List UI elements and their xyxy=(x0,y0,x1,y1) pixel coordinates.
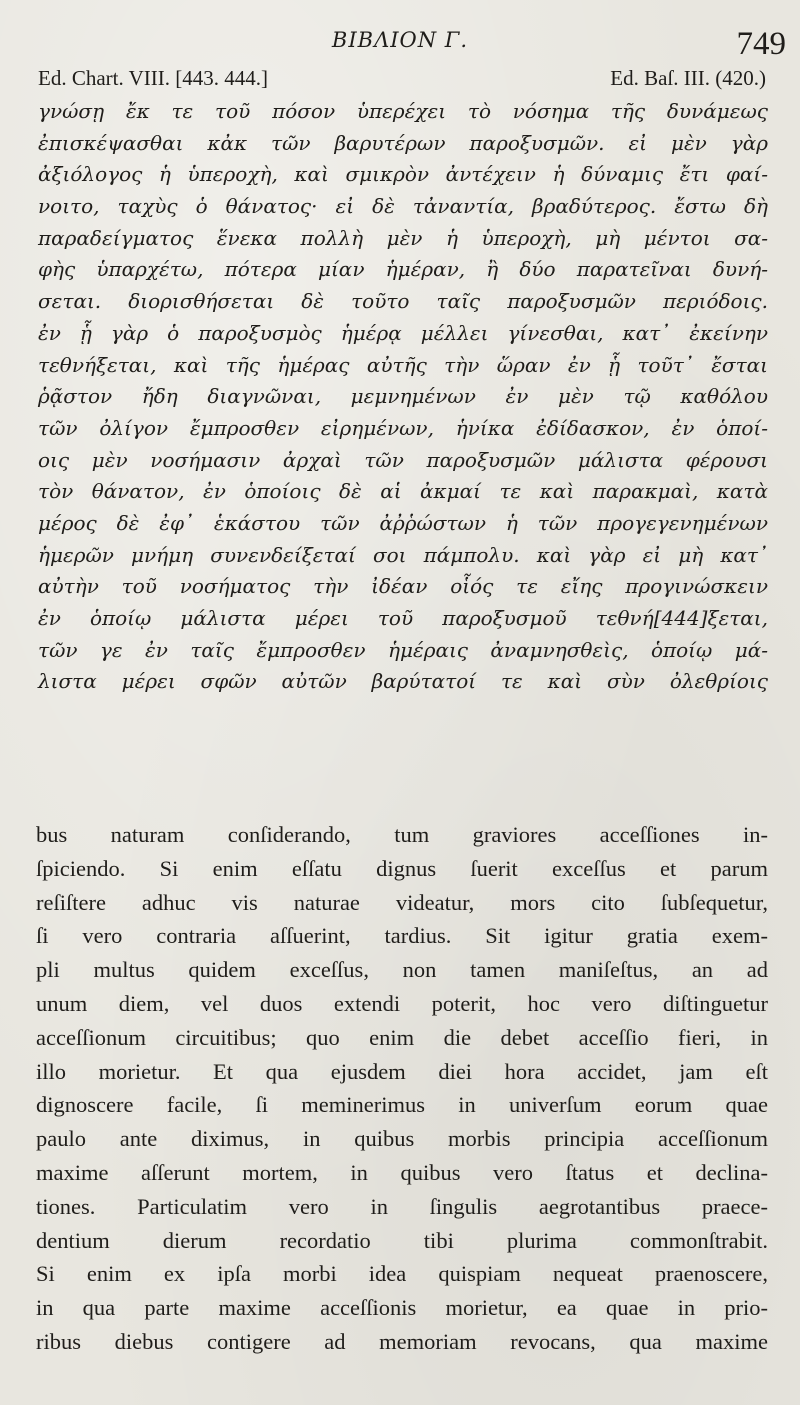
greek-line: παραδείγματος ἕνεκα πολλὴ μὲν ἡ ὑπεροχὴ, μὴ μέντοι σα- xyxy=(38,225,768,250)
latin-line: illo morietur. Et qua ejusdem diei hora accidet, jam eſt xyxy=(36,1058,768,1084)
edition-reference-basel: Ed. Baſ. III. (420.) xyxy=(610,66,766,90)
latin-line: maxime aſſerunt mortem, in quibus vero ſtatus et declina- xyxy=(36,1159,768,1185)
greek-line: νοιτο, ταχὺς ὁ θάνατος· εἰ δὲ τἀναντία, βραδύτερος. ἔστω δὴ xyxy=(38,194,768,219)
greek-line: ἀξιόλογος ἡ ὑπεροχὴ, καὶ σμικρὸν ἀντέχειν ἡ δύναμις ἔτι φαί- xyxy=(38,162,768,187)
latin-line: acceſſionum circuitibus; quo enim die debet acceſſio fieri, in xyxy=(36,1024,768,1050)
greek-line: ἐπισκέψασθαι κἀκ τῶν βαρυτέρων παροξυσμῶν. εἰ μὲν γὰρ xyxy=(38,130,768,155)
latin-line: tiones. Particulatim vero in ſingulis aegrotantibus praece- xyxy=(36,1193,768,1219)
greek-line: τῶν ὀλίγον ἔμπροσθεν εἰρημένων, ἡνίκα ἐδίδασκον, ἐν ὁποί- xyxy=(38,415,768,440)
greek-line: ἡμερῶν μνήμη συνενδείξεταί σοι πάμπολυ. καὶ γὰρ εἰ μὴ κατ᾽ xyxy=(38,542,768,567)
greek-line: λιστα μέρει σφῶν αὐτῶν βαρύτατοί τε καὶ σὺν ὀλεθρίοις xyxy=(38,669,768,694)
latin-line: ſi vero contraria aſſuerint, tardius. Sit igitur gratia exem- xyxy=(36,923,768,949)
latin-line: in qua parte maxime acceſſionis morietur, ea quae in prio- xyxy=(36,1295,768,1321)
greek-line: οις μὲν νοσήμασιν ἀρχαὶ τῶν παροξυσμῶν μάλιστα φέρουσι xyxy=(38,447,768,472)
greek-line: φὴς ὑπαρχέτω, πότερα μίαν ἡμέραν, ἢ δύο παρατεῖναι δυνή- xyxy=(38,257,768,282)
greek-line: ἐν ὁποίῳ μάλιστα μέρει τοῦ παροξυσμοῦ τεθνή[444]ξεται, xyxy=(38,606,768,630)
latin-line: Si enim ex ipſa morbi idea quispiam nequeat praenoscere, xyxy=(36,1261,768,1287)
latin-text-block xyxy=(36,818,768,1359)
latin-line: ribus diebus contigere ad memoriam revocans, qua maxime xyxy=(36,1328,768,1354)
greek-line: ῥᾷστον ἤδη διαγνῶναι, μεμνημένων ἐν μὲν τῷ καθόλου xyxy=(38,384,768,409)
greek-line: αὐτὴν τοῦ νοσήματος τὴν ἰδέαν οἷός τε εἴης προγινώσκειν xyxy=(38,574,768,599)
greek-line: τὸν θάνατον, ἐν ὁποίοις δὲ αἱ ἀκμαί τε καὶ παρακμαὶ, κατὰ xyxy=(38,479,768,504)
greek-line: σεται. διορισθήσεται δὲ τοῦτο ταῖς παροξυσμῶν περιόδοις. xyxy=(38,289,768,314)
latin-line: pli multus quidem exceſſus, non tamen maniſeſtus, an ad xyxy=(36,957,768,983)
running-head: ΒΙΒΛΙΟΝ Γ. xyxy=(331,28,469,52)
greek-line: τεθνήξεται, καὶ τῆς ἡμέρας αὐτῆς τὴν ὥραν ἐν ᾗ τοῦτ᾽ ἔσται xyxy=(38,352,768,377)
latin-line: paulo ante diximus, in quibus morbis principia acceſſionum xyxy=(36,1126,768,1152)
greek-line: μέρος δὲ ἐφ᾽ ἑκάστου τῶν ἀῤῥώστων ἡ τῶν προγεγενημένων xyxy=(38,510,768,535)
latin-line: ſpiciendo. Si enim eſſatu dignus ſuerit exceſſus et parum xyxy=(36,855,768,881)
latin-line: dignoscere facile, ſi meminerimus in univerſum eorum quae xyxy=(36,1092,768,1118)
greek-text-block xyxy=(38,96,768,698)
latin-line: unum diem, vel duos extendi poterit, hoc vero diſtinguetur xyxy=(36,990,768,1016)
latin-line: bus naturam conſiderando, tum graviores acceſſiones in- xyxy=(36,822,768,847)
greek-line: γνώσῃ ἔκ τε τοῦ πόσον ὑπερέχει τὸ νόσημα τῆς δυνάμεως xyxy=(38,99,768,123)
greek-line: τῶν γε ἐν ταῖς ἔμπροσθεν ἡμέραις ἀναμνησθεὶς, ὁποίῳ μά- xyxy=(38,637,768,662)
page-number: 749 xyxy=(736,26,786,62)
latin-line: dentium dierum recordatio tibi plurima commonſtrabit. xyxy=(36,1227,768,1253)
latin-line: reſiſtere adhuc vis naturae videatur, mors cito ſubſequetur, xyxy=(36,889,768,915)
edition-reference-chart: Ed. Chart. VIII. [443. 444.] xyxy=(38,66,268,90)
greek-line: ἐν ᾗ γὰρ ὁ παροξυσμὸς ἡμέρᾳ μέλλει γίνεσθαι, κατ᾽ ἐκείνην xyxy=(38,320,768,345)
